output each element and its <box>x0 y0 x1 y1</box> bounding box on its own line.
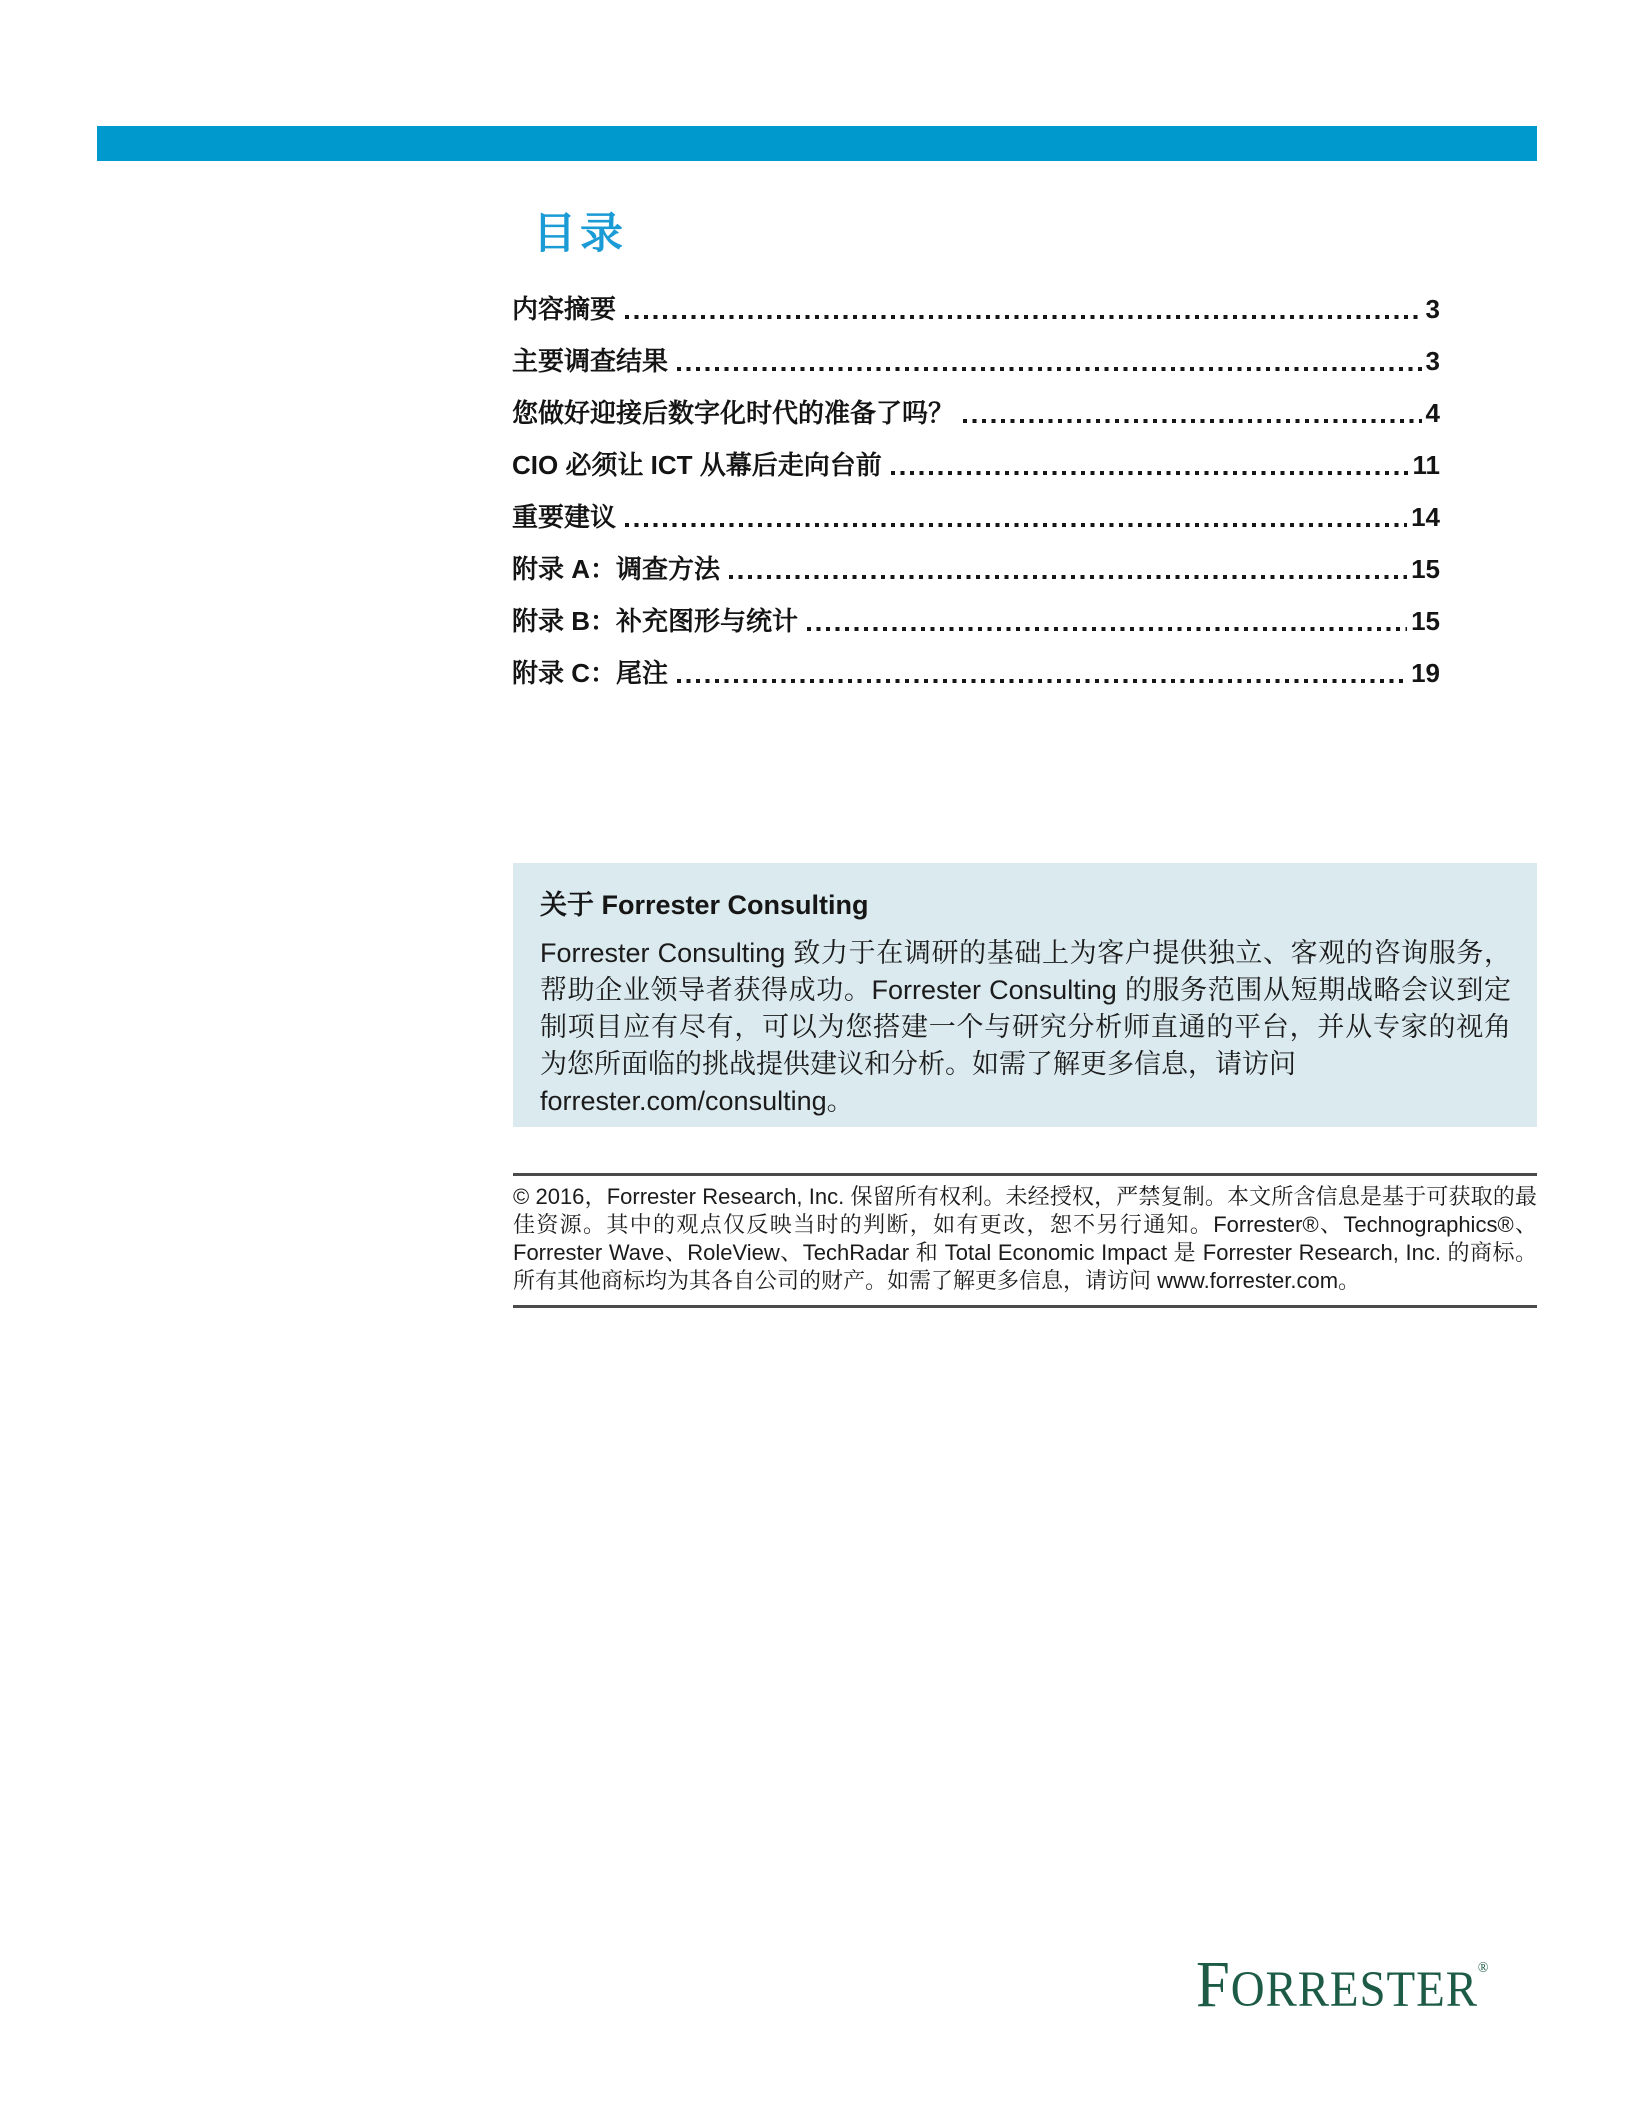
toc-entry-page-number: 14 <box>1411 502 1440 532</box>
registered-trademark-icon: ® <box>1477 1960 1489 1976</box>
toc-entry-label: 附录 C：尾注 <box>512 658 669 688</box>
toc-dot-leader <box>677 679 1407 683</box>
toc-entry-label: 重要建议 <box>512 502 617 532</box>
toc-entry-page-number: 15 <box>1411 554 1440 584</box>
toc-dot-leader <box>963 419 1422 423</box>
toc-entry[interactable] <box>512 502 1440 532</box>
toc-entry[interactable] <box>512 450 1440 480</box>
toc-entry-page-number: 3 <box>1425 294 1440 324</box>
toc-entry-page-number: 11 <box>1412 450 1440 480</box>
header-accent-bar <box>97 126 1537 161</box>
about-forrester-box <box>513 863 1537 1127</box>
toc-dot-leader <box>625 523 1407 527</box>
copyright-text: © 2016，Forrester Research, Inc. 保留所有权利。未经授权，严禁复制。本文所含信息是基于可获取的最佳资源。其中的观点仅反映当时的判断，如有更改，恕不另行通知。Forrester®、Technographics®、Forrester Wave、RoleView、TechRadar 和 Total Economic Impact 是 Forrester Research, Inc. 的商标。所有其他商标均为其各自公司的财产。如需了解更多信息，请访问 www.forrester.com。 <box>513 1184 1537 1293</box>
toc-dot-leader <box>625 315 1422 319</box>
toc-dot-leader <box>729 575 1407 579</box>
toc-entry-label: 您做好迎接后数字化时代的准备了吗？ <box>512 398 955 428</box>
toc-entry[interactable] <box>512 606 1440 636</box>
toc-dot-leader <box>677 367 1422 371</box>
toc-dot-leader <box>891 471 1409 475</box>
toc-entry-label: CIO 必须让 ICT 从幕后走向台前 <box>512 450 882 480</box>
toc-entry-label: 主要调查结果 <box>512 346 669 376</box>
toc-entry-page-number: 15 <box>1411 606 1440 636</box>
toc-entry-label: 附录 A：调查方法 <box>512 554 721 584</box>
toc-entry[interactable] <box>512 346 1440 376</box>
legal-notice-block <box>513 1173 1537 1308</box>
about-box-body: Forrester Consulting 致力于在调研的基础上为客户提供独立、客观的咨询服务，帮助企业领导者获得成功。Forrester Consulting 的服务范围从短期战略会议到定制项目应有尽有，可以为您搭建一个与研究分析师直通的平台，并从专家的视角为您所面临的挑战提供建议和分析。如需了解更多信息，请访问 <box>540 938 1511 1079</box>
toc-entry-label: 内容摘要 <box>512 294 617 324</box>
toc-entry[interactable] <box>512 554 1440 584</box>
toc-entry[interactable] <box>512 398 1440 428</box>
toc-entry[interactable] <box>512 658 1440 688</box>
toc-entry-page-number: 3 <box>1425 346 1440 376</box>
forrester-logo <box>1196 1948 1513 2021</box>
forrester-logo-text: ORRESTER <box>1230 1962 1478 2018</box>
toc-entry-page-number: 4 <box>1425 398 1440 428</box>
forrester-logo-initial: F <box>1196 1948 1231 2021</box>
toc-entry[interactable] <box>512 294 1440 324</box>
toc-title: 目录 <box>533 211 627 258</box>
toc-entry-page-number: 19 <box>1411 658 1440 688</box>
about-box-title: 关于 Forrester Consulting <box>540 890 869 920</box>
toc-list <box>512 294 1440 710</box>
toc-entry-label: 附录 B：补充图形与统计 <box>512 606 799 636</box>
toc-dot-leader <box>807 627 1407 631</box>
forrester-consulting-link[interactable]: forrester.com/consulting。 <box>540 1086 854 1116</box>
